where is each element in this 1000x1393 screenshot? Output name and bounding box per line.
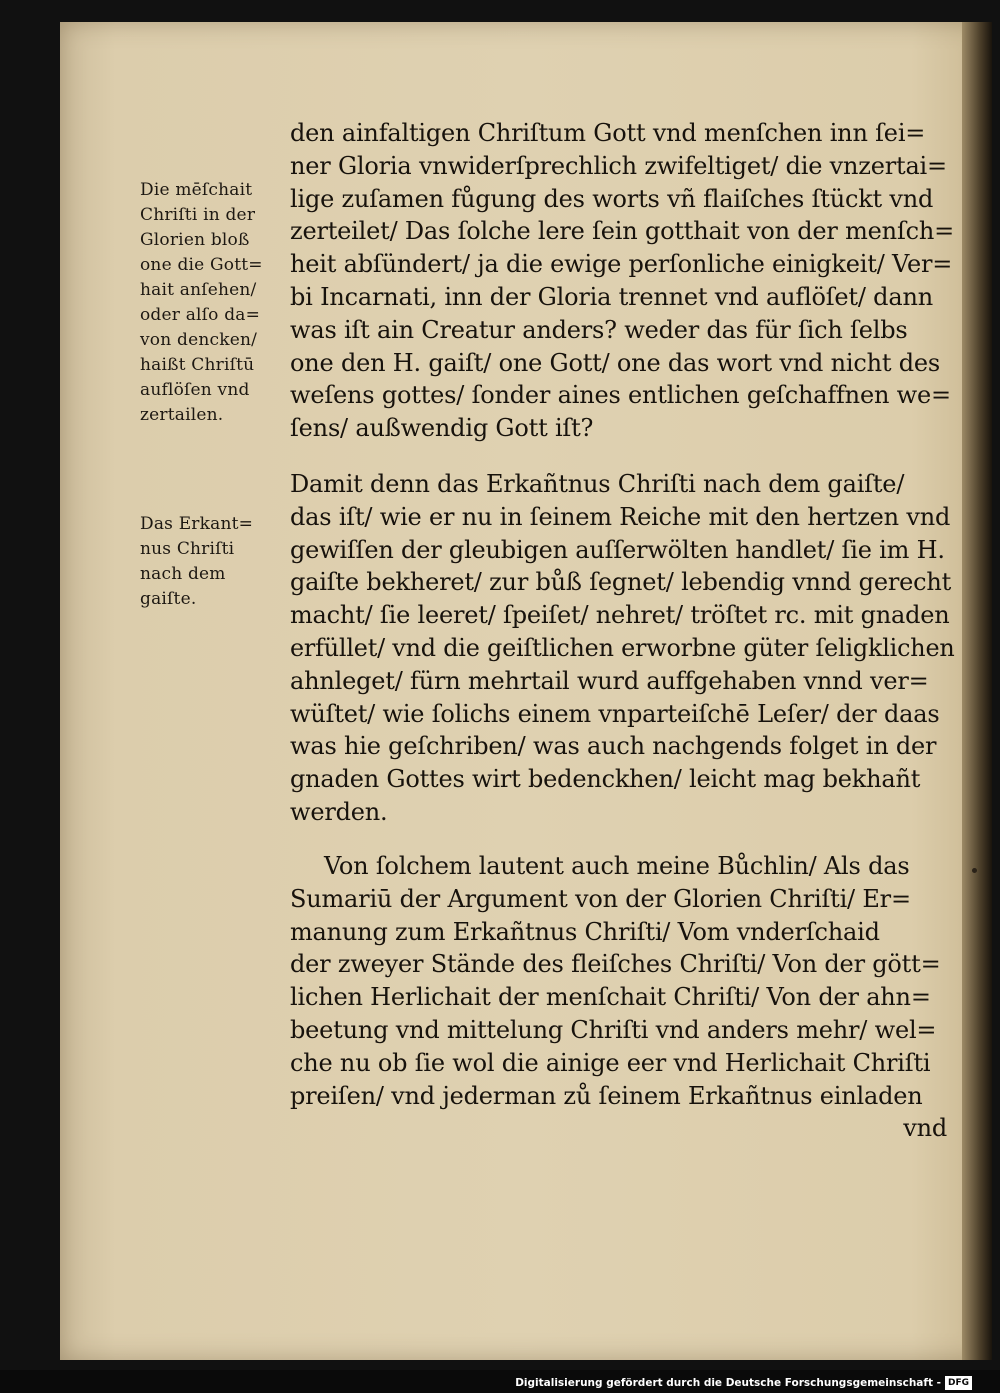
text-line: heit abſündert/ ja die ewige perſonliche einigkeit/ Ver= (290, 250, 953, 279)
margin-note-line: Chriſti in der (140, 205, 256, 225)
text-line: macht/ ſie leeret/ ſpeiſet/ nehret/ tröſtet rc. mit gnaden (290, 601, 950, 630)
body-paragraph (290, 117, 955, 445)
text-line: das iſt/ wie er nu in ſeinem Reiche mit den hertzen vnd (290, 502, 951, 531)
margin-note-line: Glorien bloß (140, 230, 250, 250)
margin-note-line: nach dem (140, 564, 226, 584)
margin-note-line: one die Gott= (140, 255, 263, 275)
text-line: manung zum Erkañtnus Chriſti/ Vom vnderſchaid (290, 917, 880, 946)
margin-note-line: zertailen. (140, 405, 224, 425)
text-line: lichen Herlichait der menſchait Chriſti/ Von der ahn= (290, 983, 931, 1012)
margin-note-line: nus Chriſti (140, 539, 235, 559)
margin-note-line: von dencken/ (140, 330, 258, 350)
body-paragraph (290, 850, 955, 1145)
book-gutter (962, 22, 992, 1360)
text-line: der zweyer Stände des fleiſches Chriſti/ Von der gött= (290, 950, 941, 979)
text-line: ner Gloria vnwiderſprechlich zwifeltiget/ die vnzertai= (290, 151, 947, 180)
margin-note-line: hait anſehen/ (140, 280, 257, 300)
text-line: beetung vnd mittelung Chriſti vnd anders mehr/ wel= (290, 1015, 937, 1044)
text-line: was iſt ain Creatur anders? weder das für ſich ſelbs (290, 315, 908, 344)
text-line: Damit denn das Erkañtnus Chriſti nach dem gaiſte/ (290, 470, 905, 498)
margin-note-line: Das Erkant= (140, 514, 254, 534)
margin-note-line: Die mēſchait (140, 180, 253, 200)
margin-note-line: gaiſte. (140, 589, 197, 609)
catchword: vnd (903, 1114, 947, 1143)
text-line: Von ſolchem lautent auch meine Bůchlin/ Als das (324, 852, 910, 880)
margin-note (140, 178, 290, 428)
text-line: was hie geſchriben/ was auch nachgends folget in der (290, 732, 937, 761)
text-line: werden. (290, 797, 388, 826)
text-line: den ainfaltigen Chriſtum Gott vnd menſchen inn ſei= (290, 119, 926, 147)
text-line: ahnleget/ fürn mehrtail wurd auffgehaben vnnd ver= (290, 666, 929, 695)
margin-note-line: oder alſo da= (140, 305, 261, 325)
text-line: lige zuſamen fůgung des worts vñ flaiſches ſtückt vnd (290, 184, 934, 213)
funding-notice: Digitalisierung gefördert durch die Deutsche Forschungsgemeinschaft - (515, 1377, 941, 1389)
text-line: gaiſte bekheret/ zur bůß ſegnet/ lebendig vnnd gerecht (290, 568, 952, 597)
dfg-logo: DFG (945, 1376, 972, 1390)
ink-dot (972, 868, 977, 873)
text-line: gewiſſen der gleubigen auſſerwölten handlet/ ſie im H. (290, 535, 945, 564)
text-line: gnaden Gottes wirt bedenckhen/ leicht mag bekhañt (290, 765, 921, 794)
text-line: preiſen/ vnd jederman zů ſeinem Erkañtnus einladen (290, 1081, 923, 1110)
footer (515, 1374, 972, 1392)
text-line: Sumariū der Argument von der Glorien Chriſti/ Er= (290, 884, 911, 913)
text-line: ſens/ außwendig Gott iſt? (290, 414, 594, 443)
text-line: che nu ob ſie wol die ainige eer vnd Herlichait Chriſti (290, 1048, 931, 1077)
text-line: zerteilet/ Das ſolche lere ſein gotthait von der menſch= (290, 217, 955, 246)
margin-note (140, 512, 290, 612)
text-line: bi Incarnati, inn der Gloria trennet vnd auflöſet/ dann (290, 282, 933, 311)
text-line: erfüllet/ vnd die geiſtlichen erworbne güter ſeligklichen (290, 633, 955, 662)
text-line: weſens gottes/ ſonder aines entlichen geſchaffnen we= (290, 381, 951, 410)
body-paragraph (290, 468, 955, 829)
text-line: wüſtet/ wie ſolichs einem vnparteiſchē Leſer/ der daas (290, 699, 940, 728)
margin-note-line: haißt Chriſtū (140, 355, 255, 375)
text-line: one den H. gaiſt/ one Gott/ one das wort vnd nicht des (290, 348, 941, 377)
margin-note-line: auflöſen vnd (140, 380, 250, 400)
